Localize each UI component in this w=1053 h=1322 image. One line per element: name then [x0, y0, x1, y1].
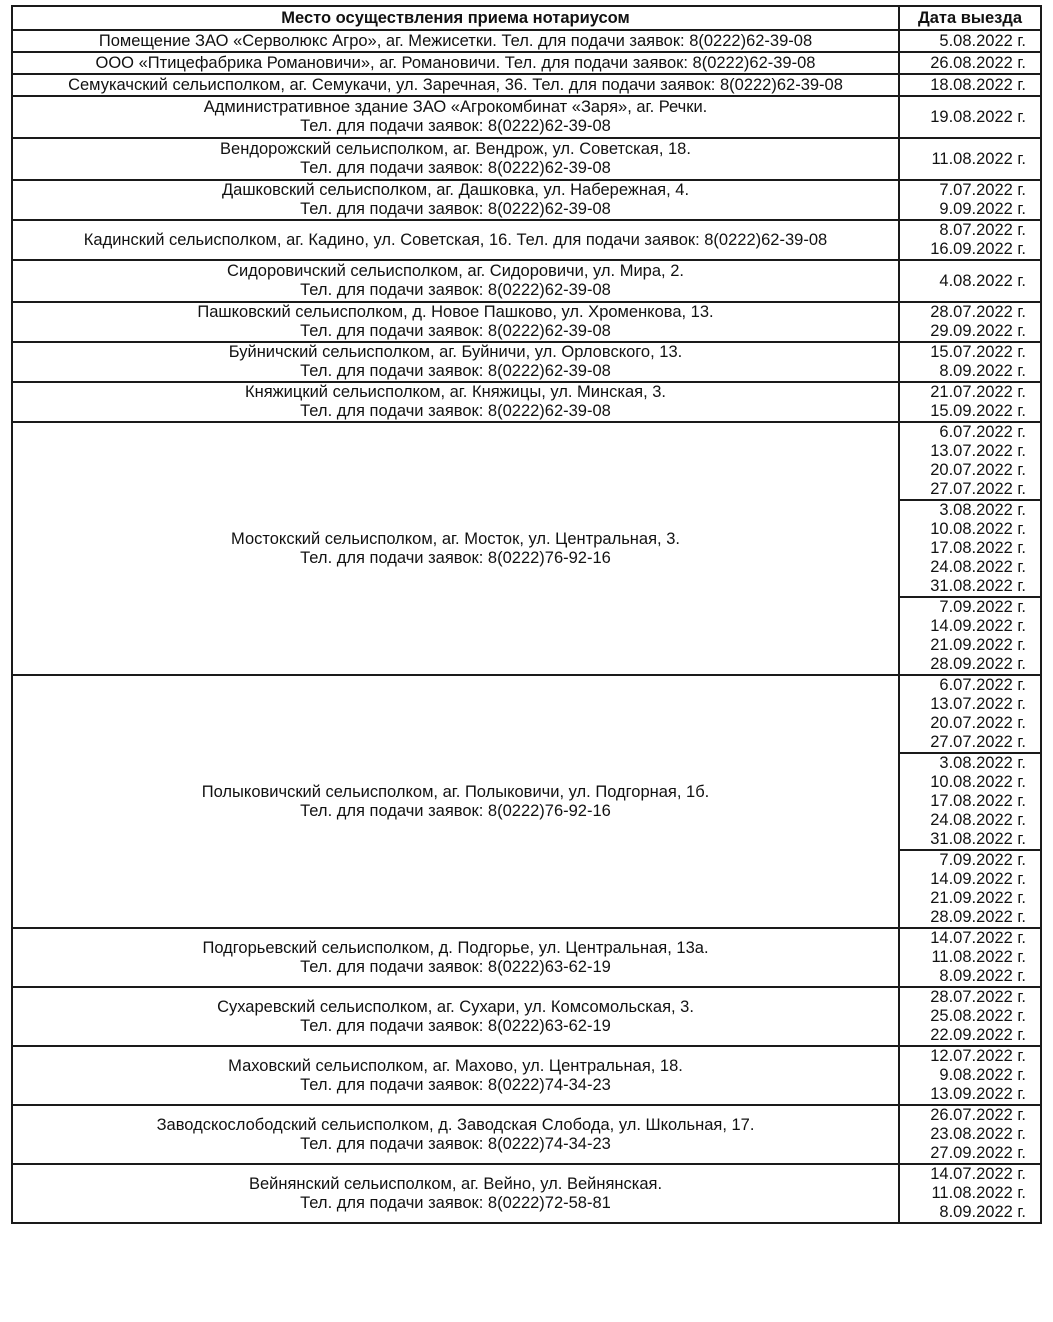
- visit-date: 14.07.2022 г.: [930, 1165, 1026, 1183]
- visit-date: 11.08.2022 г.: [931, 948, 1026, 966]
- visit-date: 10.08.2022 г.: [930, 520, 1026, 538]
- visit-date: 28.07.2022 г.: [930, 988, 1026, 1006]
- header-row: [12, 6, 1041, 30]
- place-address: Княжицкий сельисполком, аг. Княжицы, ул. Минская, 3.: [244, 383, 666, 401]
- visit-date: 20.07.2022 г.: [930, 714, 1026, 732]
- visit-date: 14.09.2022 г.: [930, 617, 1026, 635]
- place-phone: Тел. для подачи заявок: 8(0222)74-34-23: [300, 1134, 611, 1153]
- visit-date: 27.07.2022 г.: [930, 733, 1026, 751]
- place-cell: [12, 987, 899, 1046]
- notary-schedule: [11, 5, 1042, 1224]
- table-row: [12, 180, 1041, 220]
- place-address: Буйничский сельисполком, аг. Буйничи, ул. Орловского, 13.: [228, 343, 683, 361]
- place-address: Семукачский сельисполком, аг. Семукачи, ул. Заречная, 36. Тел. для подачи заявок: 8(0222)62-39-08: [68, 75, 843, 94]
- visit-date: 29.09.2022 г.: [930, 322, 1026, 340]
- visit-date: 13.07.2022 г.: [930, 695, 1026, 713]
- place-phone: Тел. для подачи заявок: 8(0222)62-39-08: [300, 402, 611, 420]
- schedule-table: [11, 5, 1042, 1224]
- visit-date: 13.09.2022 г.: [930, 1085, 1026, 1103]
- place-cell: [12, 52, 899, 74]
- place-cell: [12, 138, 899, 180]
- table-row: [12, 1105, 1041, 1164]
- place-address: Вейнянский сельисполком, аг. Вейно, ул. Вейнянская.: [248, 1174, 663, 1193]
- place-phone: Тел. для подачи заявок: 8(0222)74-34-23: [300, 1075, 611, 1094]
- place-address: Кадинский сельисполком, аг. Кадино, ул. Советская, 16. Тел. для подачи заявок: 8(0222)62-39-08: [83, 230, 828, 249]
- place-phone: Тел. для подачи заявок: 8(0222)62-39-08: [300, 159, 611, 177]
- visit-date: 15.07.2022 г.: [930, 343, 1026, 361]
- visit-date: 21.09.2022 г.: [930, 889, 1026, 907]
- place-address: Заводскослободский сельисполком, д. Заводская Слобода, ул. Школьная, 17.: [156, 1115, 755, 1134]
- place-cell: [12, 1164, 899, 1223]
- date-cell: [899, 220, 1041, 260]
- visit-date: 28.09.2022 г.: [930, 908, 1026, 926]
- visit-date: 26.08.2022 г.: [930, 53, 1026, 72]
- visit-date: 7.09.2022 г.: [939, 598, 1026, 616]
- visit-date: 11.08.2022 г.: [931, 1184, 1026, 1202]
- place-cell: [12, 220, 899, 260]
- table-row: [12, 138, 1041, 180]
- place-cell: [12, 422, 899, 675]
- place-cell: [12, 1046, 899, 1105]
- visit-date: 24.08.2022 г.: [930, 811, 1026, 829]
- date-cell: [899, 928, 1041, 987]
- table-row: [12, 1046, 1041, 1105]
- visit-date: 27.09.2022 г.: [930, 1144, 1026, 1162]
- visit-date: 21.07.2022 г.: [930, 383, 1026, 401]
- visit-date: 23.08.2022 г.: [930, 1125, 1026, 1143]
- visit-date: 21.09.2022 г.: [930, 636, 1026, 654]
- place-phone: Тел. для подачи заявок: 8(0222)76-92-16: [300, 548, 611, 567]
- visit-date: 6.07.2022 г.: [939, 423, 1026, 441]
- visit-date: 8.09.2022 г.: [939, 967, 1026, 985]
- place-cell: [12, 180, 899, 220]
- table-row: [12, 987, 1041, 1046]
- table-row: [12, 96, 1041, 138]
- header-date: Дата выезда: [899, 6, 1041, 30]
- table-row: [12, 382, 1041, 422]
- date-cell: [899, 52, 1041, 74]
- visit-date: 9.09.2022 г.: [939, 200, 1026, 218]
- place-cell: [12, 74, 899, 96]
- date-cell: [899, 753, 1041, 850]
- date-cell: [899, 302, 1041, 342]
- place-address: ООО «Птицефабрика Романовичи», аг. Романовичи. Тел. для подачи заявок: 8(0222)62-39-08: [95, 53, 816, 72]
- place-cell: [12, 928, 899, 987]
- date-cell: [899, 260, 1041, 302]
- table-row: [12, 220, 1041, 260]
- table-row: [12, 302, 1041, 342]
- visit-date: 19.08.2022 г.: [930, 107, 1026, 126]
- date-cell: [899, 500, 1041, 597]
- visit-date: 22.09.2022 г.: [930, 1026, 1026, 1044]
- place-cell: [12, 302, 899, 342]
- visit-date: 15.09.2022 г.: [930, 402, 1026, 420]
- visit-date: 8.07.2022 г.: [939, 221, 1026, 239]
- date-cell: [899, 675, 1041, 753]
- table-row: [12, 1164, 1041, 1223]
- place-cell: [12, 342, 899, 382]
- visit-date: 26.07.2022 г.: [930, 1106, 1026, 1124]
- visit-date: 14.07.2022 г.: [930, 929, 1026, 947]
- visit-date: 10.08.2022 г.: [930, 773, 1026, 791]
- place-address: Пашковский сельисполком, д. Новое Пашково, ул. Хроменкова, 13.: [197, 303, 714, 321]
- date-cell: [899, 1105, 1041, 1164]
- table-row: [12, 928, 1041, 987]
- table-body: [12, 30, 1041, 1223]
- place-cell: [12, 675, 899, 928]
- date-cell: [899, 987, 1041, 1046]
- visit-date: 8.09.2022 г.: [939, 1203, 1026, 1221]
- visit-date: 25.08.2022 г.: [930, 1007, 1026, 1025]
- visit-date: 7.09.2022 г.: [939, 851, 1026, 869]
- visit-date: 13.07.2022 г.: [930, 442, 1026, 460]
- place-phone: Тел. для подачи заявок: 8(0222)76-92-16: [300, 801, 611, 820]
- place-cell: [12, 96, 899, 138]
- visit-date: 3.08.2022 г.: [939, 501, 1026, 519]
- table-row: [12, 675, 1041, 753]
- place-address: Сидоровичский сельисполком, аг. Сидоровичи, ул. Мира, 2.: [227, 262, 684, 280]
- visit-date: 24.08.2022 г.: [930, 558, 1026, 576]
- date-cell: [899, 138, 1041, 180]
- table-row: [12, 30, 1041, 52]
- place-phone: Тел. для подачи заявок: 8(0222)62-39-08: [300, 281, 611, 299]
- visit-date: 16.09.2022 г.: [930, 240, 1026, 258]
- place-address: Вендорожский сельисполком, аг. Вендрож, ул. Советская, 18.: [220, 140, 691, 158]
- place-address: Полыковичский сельисполком, аг. Полыковичи, ул. Подгорная, 1б.: [201, 782, 710, 801]
- place-cell: [12, 382, 899, 422]
- place-phone: Тел. для подачи заявок: 8(0222)72-58-81: [300, 1193, 611, 1212]
- date-cell: [899, 30, 1041, 52]
- table-row: [12, 342, 1041, 382]
- visit-date: 28.09.2022 г.: [930, 655, 1026, 673]
- visit-date: 9.08.2022 г.: [939, 1066, 1026, 1084]
- table-row: [12, 422, 1041, 500]
- place-address: Подгорьевский сельисполком, д. Подгорье, ул. Центральная, 13а.: [202, 938, 709, 957]
- date-cell: [899, 422, 1041, 500]
- date-cell: [899, 342, 1041, 382]
- visit-date: 18.08.2022 г.: [930, 75, 1026, 94]
- visit-date: 7.07.2022 г.: [939, 181, 1026, 199]
- date-cell: [899, 1164, 1041, 1223]
- place-address: Административное здание ЗАО «Агрокомбинат «Заря», аг. Речки.: [203, 98, 708, 116]
- visit-date: 31.08.2022 г.: [930, 830, 1026, 848]
- date-cell: [899, 382, 1041, 422]
- place-address: Помещение ЗАО «Серволюкс Агро», аг. Межисетки. Тел. для подачи заявок: 8(0222)62-39-08: [98, 31, 813, 50]
- date-cell: [899, 180, 1041, 220]
- visit-date: 3.08.2022 г.: [939, 754, 1026, 772]
- date-cell: [899, 597, 1041, 675]
- date-cell: [899, 74, 1041, 96]
- date-cell: [899, 850, 1041, 928]
- place-phone: Тел. для подачи заявок: 8(0222)63-62-19: [300, 957, 611, 976]
- place-cell: [12, 260, 899, 302]
- place-cell: [12, 1105, 899, 1164]
- visit-date: 17.08.2022 г.: [930, 792, 1026, 810]
- place-phone: Тел. для подачи заявок: 8(0222)63-62-19: [300, 1016, 611, 1035]
- visit-date: 31.08.2022 г.: [930, 577, 1026, 595]
- place-address: Мостокский сельисполком, аг. Мосток, ул. Центральная, 3.: [231, 529, 680, 548]
- visit-date: 4.08.2022 г.: [939, 271, 1026, 290]
- place-address: Сухаревский сельисполком, аг. Сухари, ул. Комсомольская, 3.: [217, 997, 694, 1016]
- place-cell: [12, 30, 899, 52]
- table-row: [12, 74, 1041, 96]
- date-cell: [899, 1046, 1041, 1105]
- place-phone: Тел. для подачи заявок: 8(0222)62-39-08: [300, 200, 611, 218]
- visit-date: 8.09.2022 г.: [939, 362, 1026, 380]
- table-row: [12, 260, 1041, 302]
- visit-date: 11.08.2022 г.: [931, 149, 1026, 168]
- place-address: Дашковский сельисполком, аг. Дашковка, ул. Набережная, 4.: [221, 181, 690, 199]
- visit-date: 6.07.2022 г.: [939, 676, 1026, 694]
- visit-date: 14.09.2022 г.: [930, 870, 1026, 888]
- visit-date: 5.08.2022 г.: [939, 31, 1026, 50]
- table-row: [12, 52, 1041, 74]
- visit-date: 27.07.2022 г.: [930, 480, 1026, 498]
- place-phone: Тел. для подачи заявок: 8(0222)62-39-08: [300, 117, 611, 135]
- place-phone: Тел. для подачи заявок: 8(0222)62-39-08: [300, 362, 611, 380]
- date-cell: [899, 96, 1041, 138]
- visit-date: 12.07.2022 г.: [930, 1047, 1026, 1065]
- header-place: Место осуществления приема нотариусом: [12, 6, 899, 30]
- place-phone: Тел. для подачи заявок: 8(0222)62-39-08: [300, 322, 611, 340]
- visit-date: 20.07.2022 г.: [930, 461, 1026, 479]
- visit-date: 17.08.2022 г.: [930, 539, 1026, 557]
- place-address: Маховский сельисполком, аг. Махово, ул. Центральная, 18.: [228, 1056, 683, 1075]
- visit-date: 28.07.2022 г.: [930, 303, 1026, 321]
